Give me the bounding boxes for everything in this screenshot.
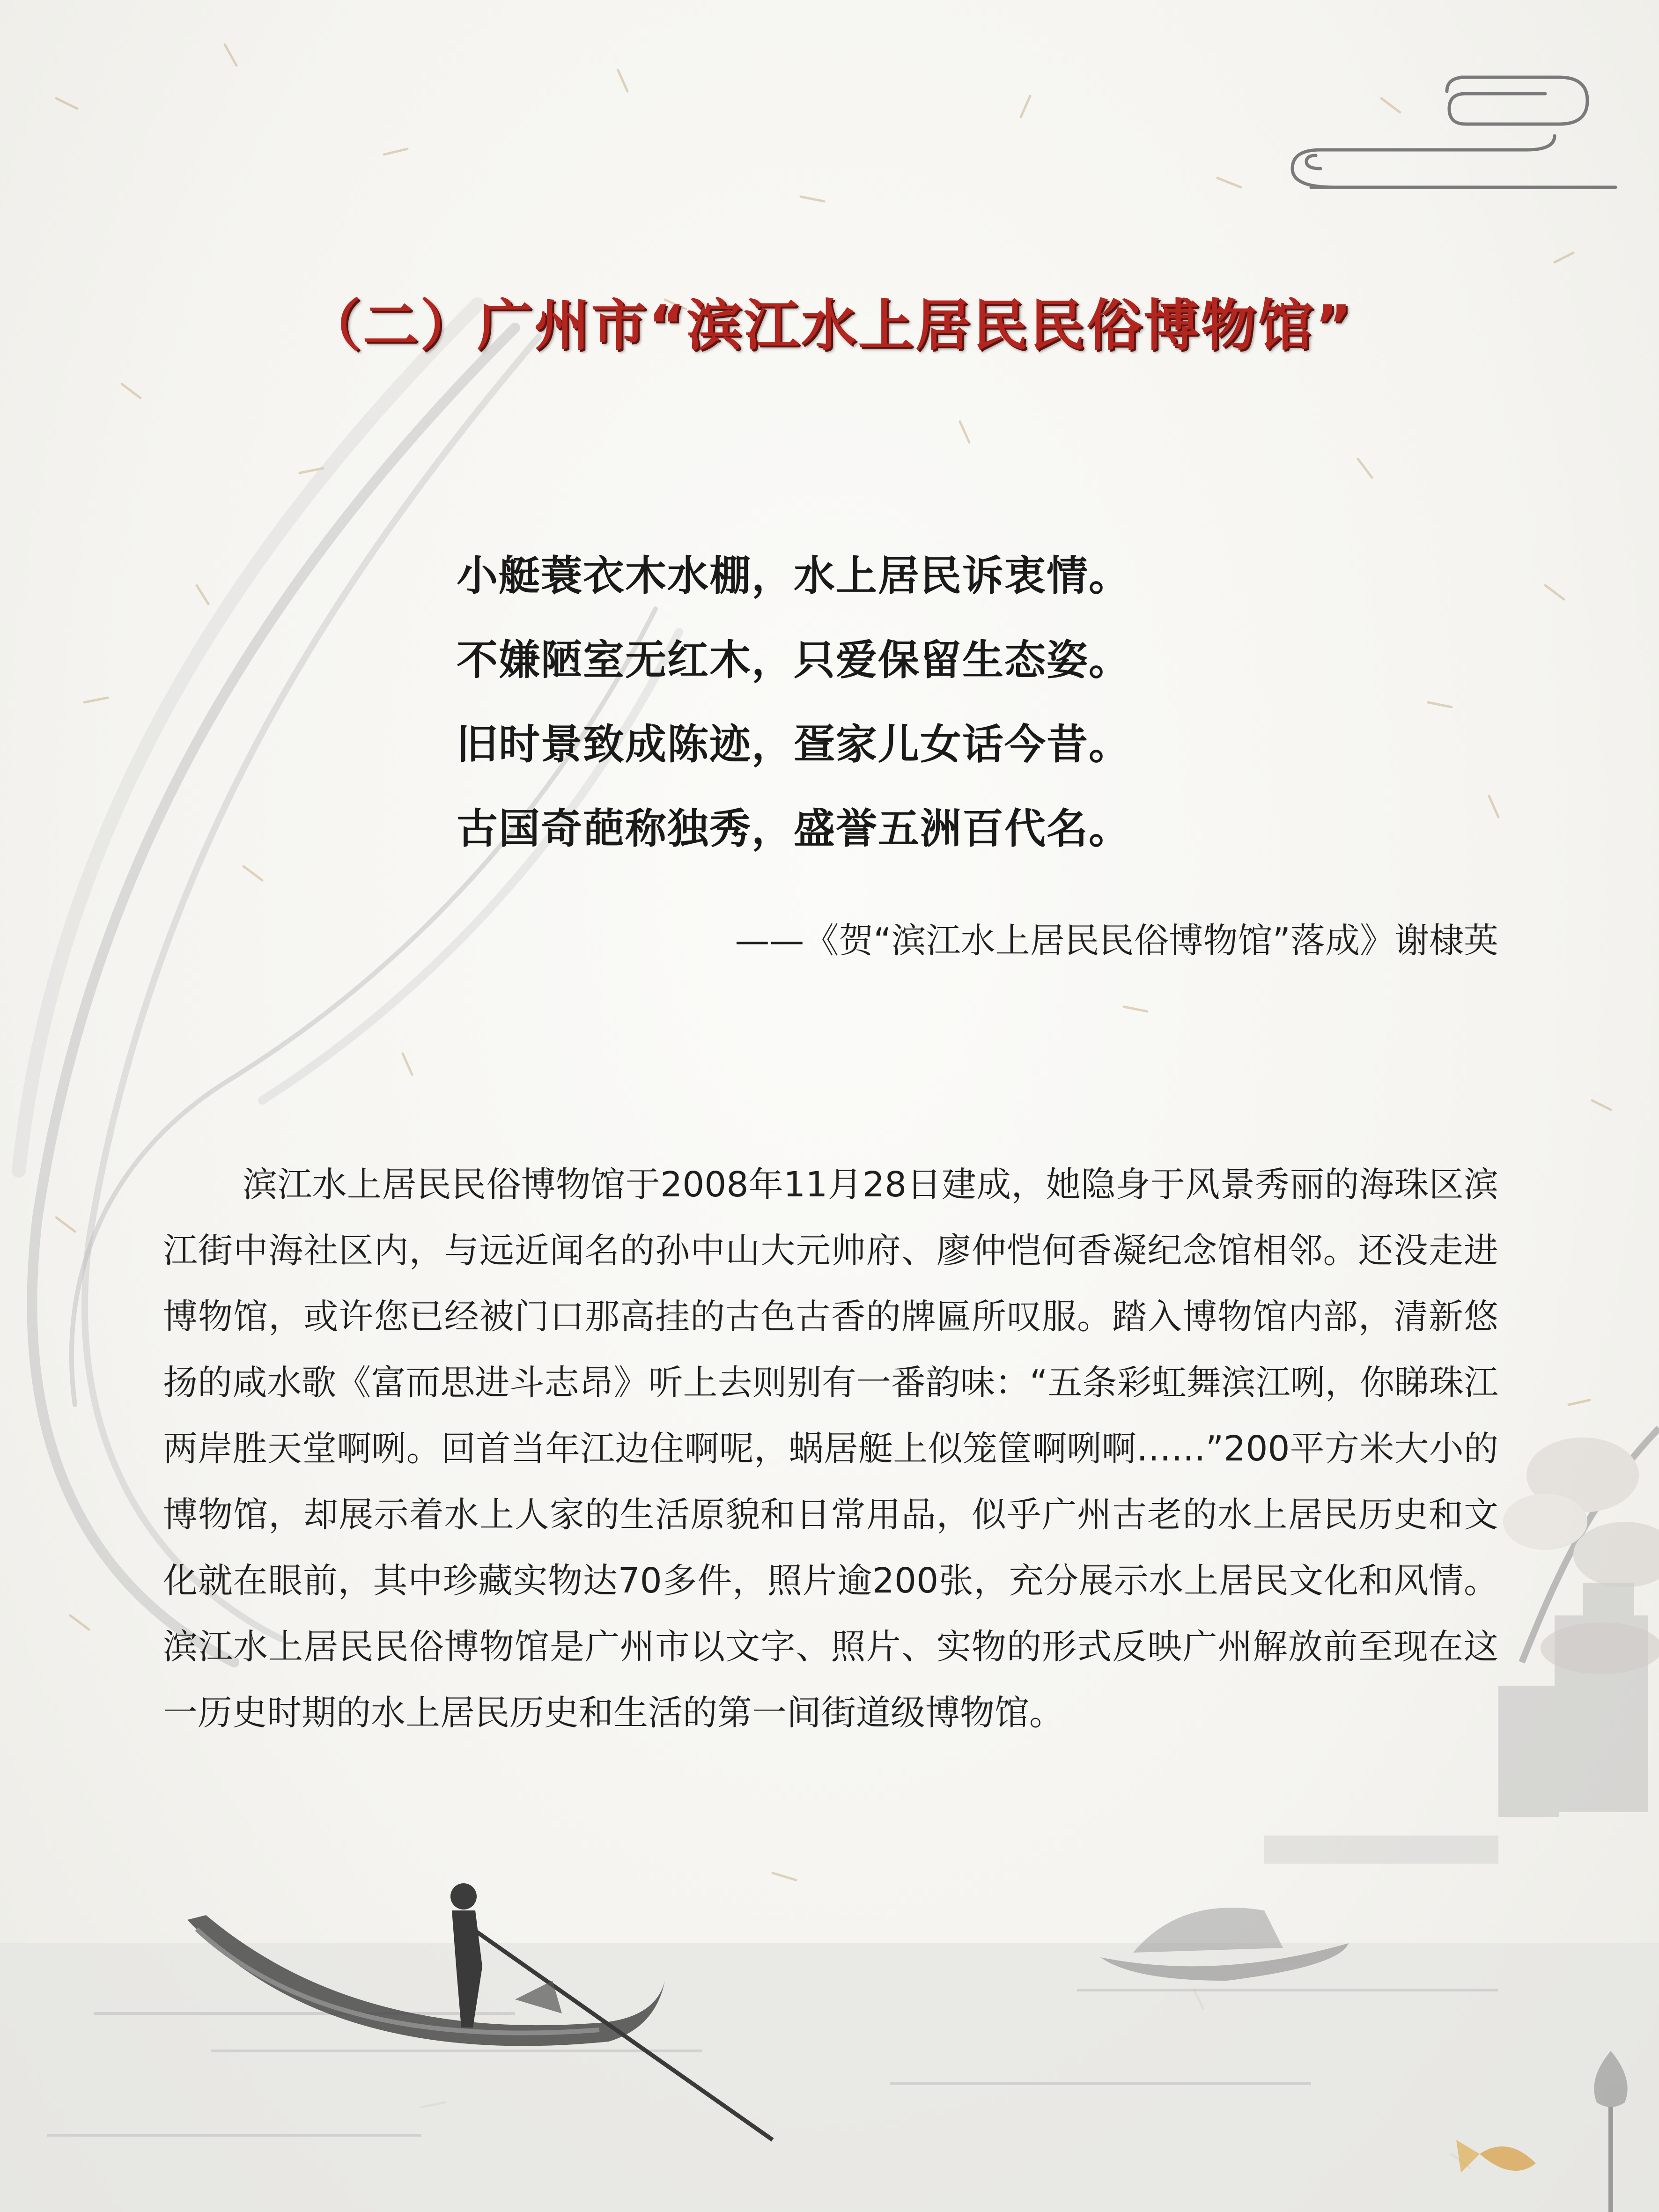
cloud-scroll-ornament [1292,77,1615,187]
poem-attribution: ——《贺“滨江水上居民民俗博物馆”落成》谢棣英 [735,921,1498,961]
poem-line: 旧时景致成陈迹，疍家儿女话今昔。 [457,720,1131,768]
page-title: （二）广州市“滨江水上居民民俗博物馆” [305,293,1354,358]
poem-line: 古国奇葩称独秀，盛誉五洲百代名。 [457,804,1131,853]
body-paragraph: 滨江水上居民民俗博物馆于2008年11月28日建成，她隐身于风景秀丽的海珠区滨江街中海社区内，与远近闻名的孙中山大元帅府、廖仲恺何香凝纪念馆相邻。还没走进博物馆，或许您已经被门口那高挂的古色古香的牌匾所叹服。踏入博物馆内部，清新悠扬的咸水歌《富而思进斗志昂》听上去则别有一番韵味：“五条彩虹舞滨江咧，你睇珠江两岸胜天堂啊咧。回首当年江边住啊呢，蜗居艇上似笼筐啊咧啊……”200平方米大小的博物馆，却展示着水上人家的生活原貌和日常用品，似乎广州古老的水上居民历史和文化就在眼前，其中珍藏实物达70多件，照片逾200张，充分展示水上居民文化和风情。滨江水上居民民俗博物馆是广州市以文字、照片、实物的形式反映广州解放前至现在这一历史时期的水上居民历史和生活的第一间街道级博物馆。 [163,1165,1498,1733]
poem [457,534,1253,871]
poem-line: 不嫌陋室无红木，只爱保留生态姿。 [457,636,1131,684]
flower-branch [1503,1428,1659,1674]
poem-line: 小艇蓑衣木水棚，水上居民诉衷情。 [457,552,1131,600]
water-mist [0,1943,1659,2212]
